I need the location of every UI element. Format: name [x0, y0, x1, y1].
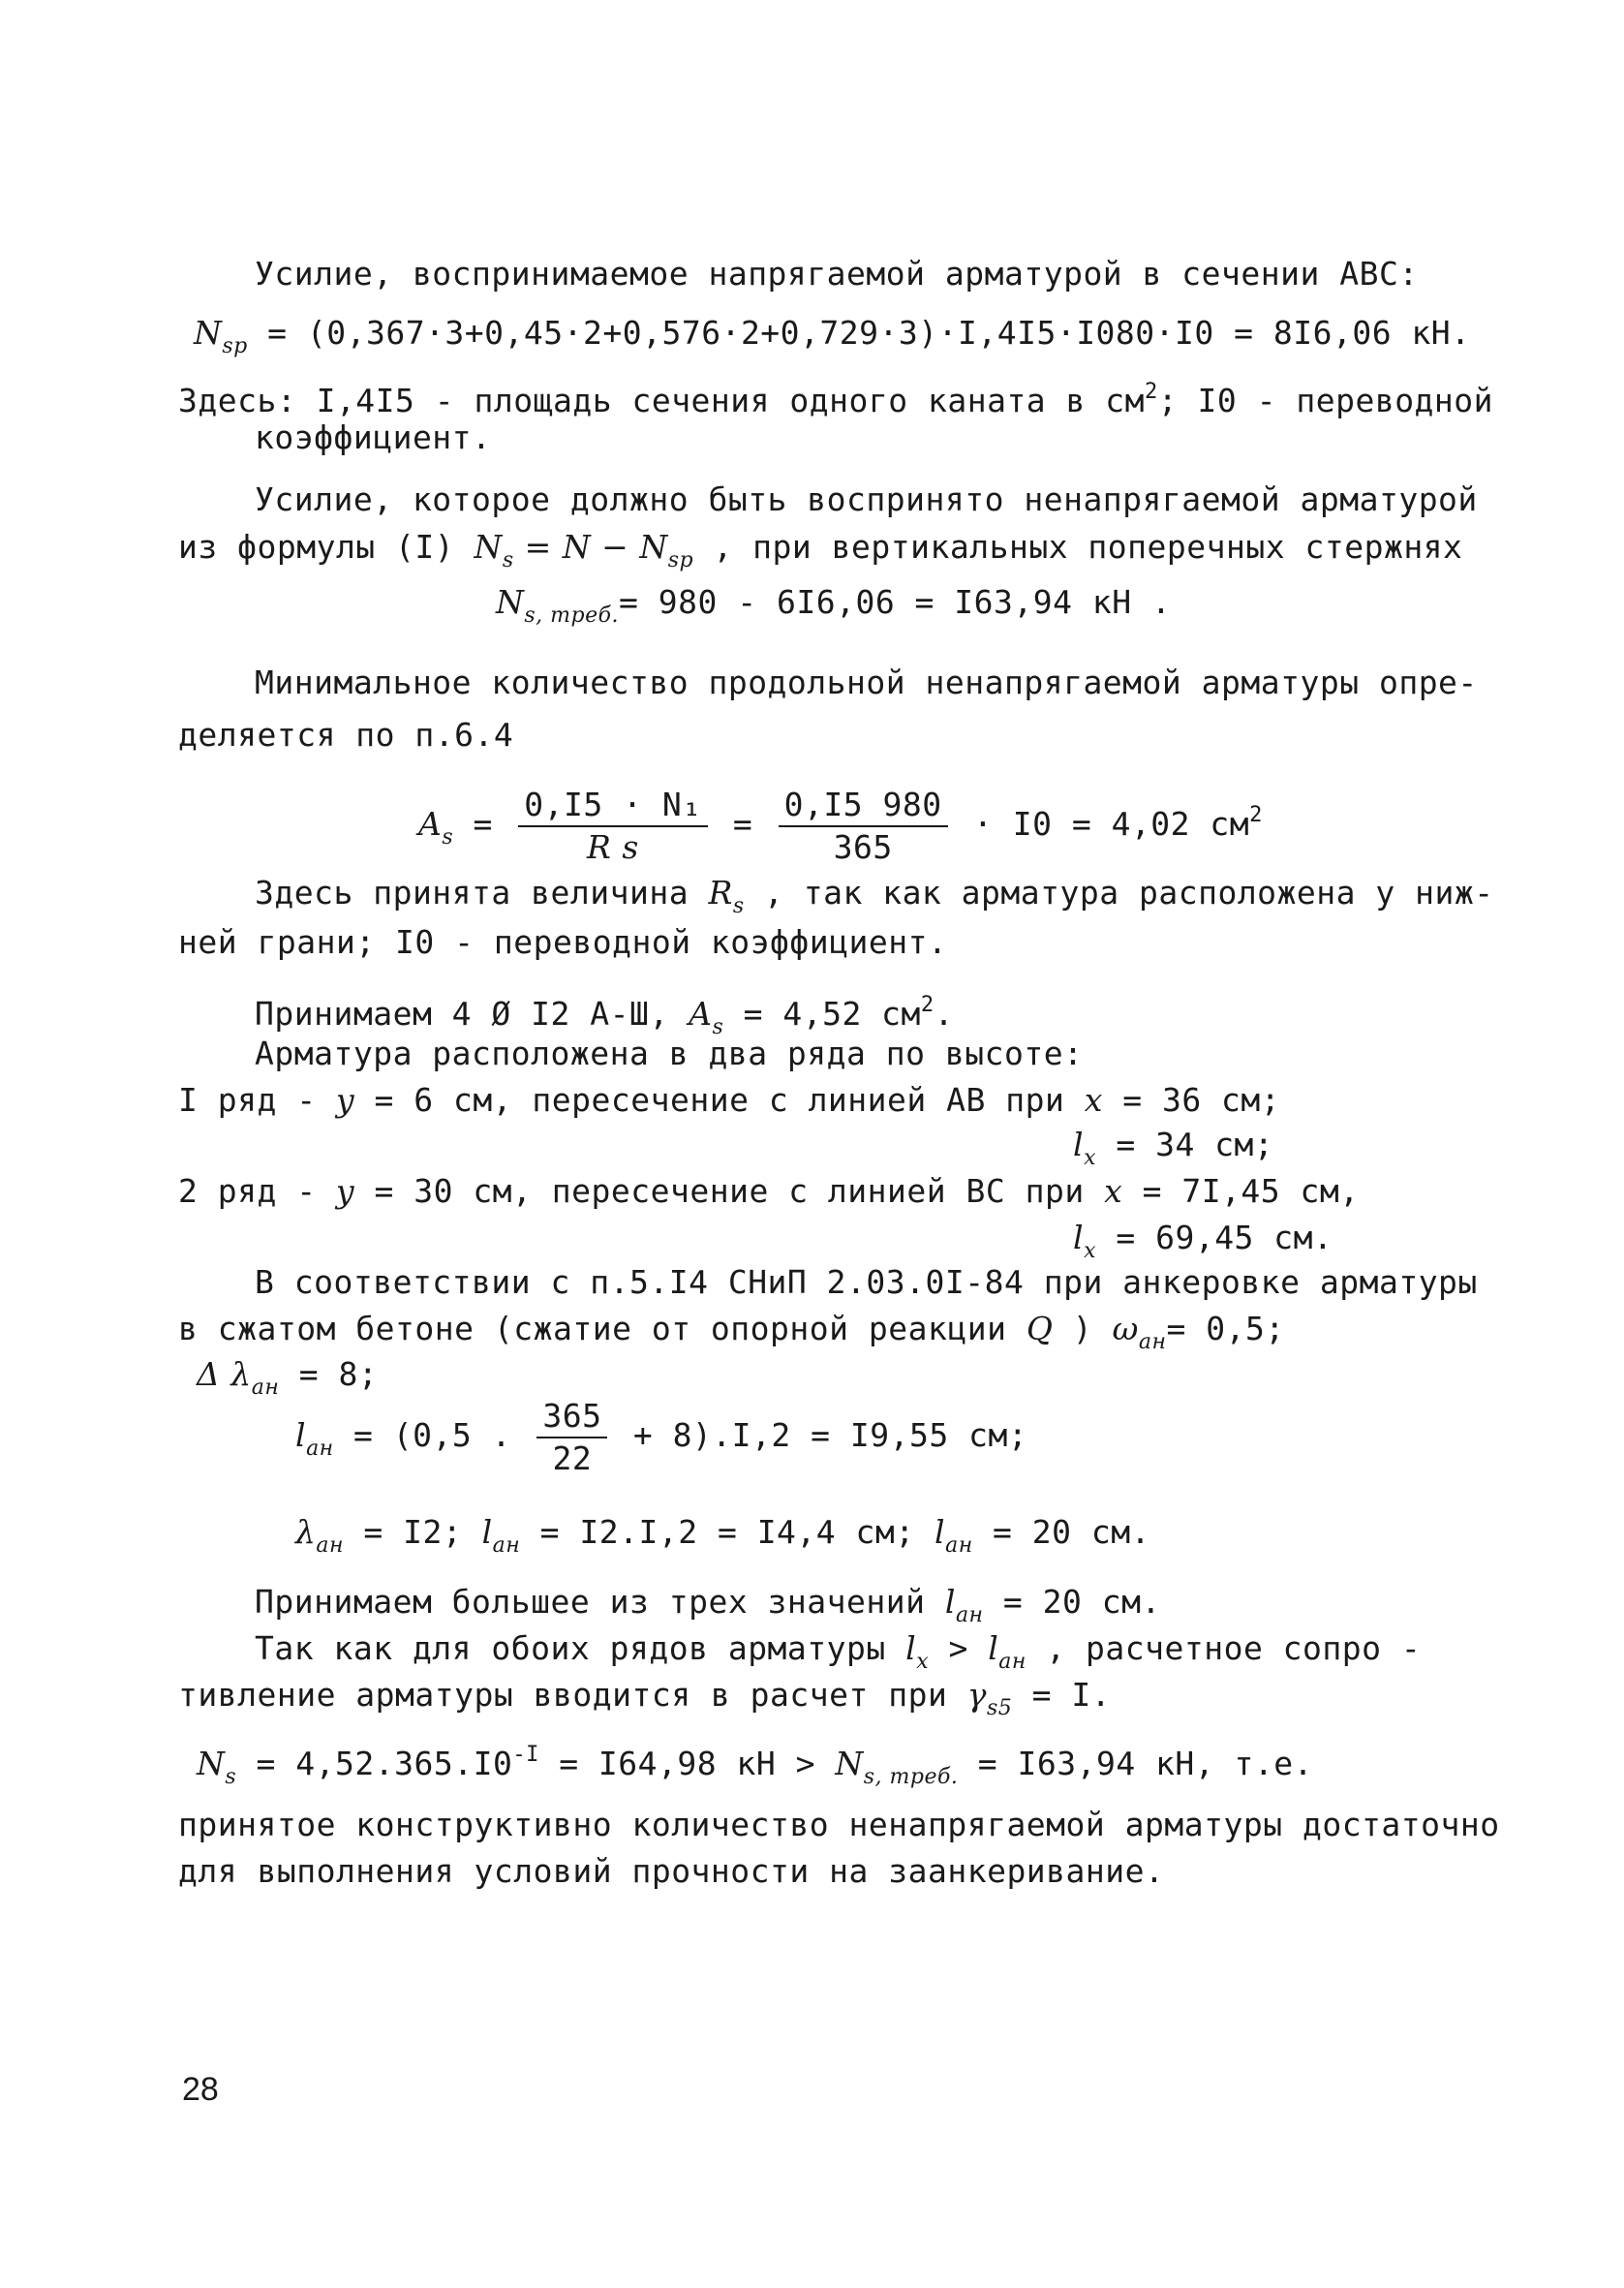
text-line: коэффициент. [255, 418, 492, 456]
formula-ns-required: $N_{s, треб.}= 980 - 6I6,06 = I63,94$ кН . [496, 583, 1172, 628]
text-line: Здесь принята величина $R_s$ , так как арматура расположена у ниж- [255, 874, 1494, 918]
text-line: Минимальное количество продольной ненапрягаемой арматуры опре- [255, 664, 1478, 701]
text-line: В соответствии с п.5.I4 СНиП 2.03.0I-84 при анкеровке арматуры [255, 1263, 1478, 1301]
text-line: в сжатом бетоне (сжатие от опорной реакции Q ) $\omega_{ан}= 0,5$; [178, 1310, 1285, 1354]
text-line: из формулы (I) $N_s = N - N_{sp}$ , при вертикальных поперечных стержнях [178, 528, 1463, 572]
text-line: Здесь: I,4I5 - площадь сечения одного каната в $см^2$; I0 - переводной [178, 380, 1494, 419]
fraction: $\frac{365}{22}$ [536, 1396, 607, 1479]
text-line: Так как для обоих рядов арматуры $l_x > l_{ан}$ , расчетное сопро - [255, 1629, 1422, 1674]
text-line: I ряд - y = 6 см, пересечение с линией АВ при x = 36 см; [178, 1081, 1281, 1119]
text-line: $\lambda_{ан} = I2$; $l_{ан} = I2.I,2 = I4,4$ см; $l_{ан} = 20$ см. [295, 1513, 1150, 1558]
formula-nsp: $N_{sp} = (0,367\cdot 3+0,45\cdot 2+0,576\cdot 2+0,729\cdot 3)\cdot I,4I5\cdot I080\cdot I0 = 8I6,06$ кН. [194, 314, 1471, 358]
formula-lan: $l_{ан} = (0,5$ . $\frac{365}{22}$ + 8).I,2 = I9,55 см; [295, 1396, 1028, 1477]
text-line: Принимаем большее из трех значений $l_{ан} = 20$ см. [255, 1583, 1161, 1627]
text-line: Арматура расположена в два ряда по высоте: [255, 1035, 1084, 1072]
text-line: тивление арматуры вводится в расчет при $\gamma_{s5} = I$. [178, 1676, 1112, 1720]
text-line: Принимаем 4 Ø I2 А-Ш, $A_s = 4,52$ $см^2$. [255, 993, 955, 1039]
text-line: принятое конструктивно количество ненапрягаемой арматуры достаточно [178, 1806, 1500, 1843]
text-line: для выполнения условий прочности на заанкеривание. [178, 1852, 1165, 1890]
text-line: $l_x = 34$ см; [1073, 1126, 1274, 1170]
fraction: $\frac{0,I5 980}{365}$ [779, 785, 948, 868]
text-line: ней грани; I0 - переводной коэффициент. [178, 923, 948, 961]
text-line: деляется по п.6.4 [178, 716, 514, 754]
formula-as: $A_s$ = $\frac{\text{0,I5 · N₁}}{\text{R s}}$ = $\frac{0,I5 980}{365}$ · I0 = 4,02 $см^2$ [418, 785, 1263, 866]
page-number: 28 [182, 2071, 219, 2108]
text-line: $l_x = 69,45$ см. [1073, 1219, 1333, 1263]
formula-ns-check: $N_s = 4,52.365.I0^{-I} = I64,98$ кН > $N_{s, треб.} = I63,94$ кН, т.е. [197, 1743, 1314, 1789]
fraction: $\frac{\text{0,I5 · N₁}}{\text{R s}}$ [518, 785, 707, 868]
text-line: 2 ряд - y = 30 см, пересечение с линией ВС при x = 7I,45 см, [178, 1172, 1360, 1210]
text-line: Усилие, воспринимаемое напрягаемой арматурой в сечении АВС: [255, 255, 1419, 293]
text-line: Усилие, которое должно быть воспринято ненапрягаемой арматурой [255, 480, 1478, 518]
text-line: Δ $\lambda_{ан} = 8$; [197, 1355, 379, 1400]
